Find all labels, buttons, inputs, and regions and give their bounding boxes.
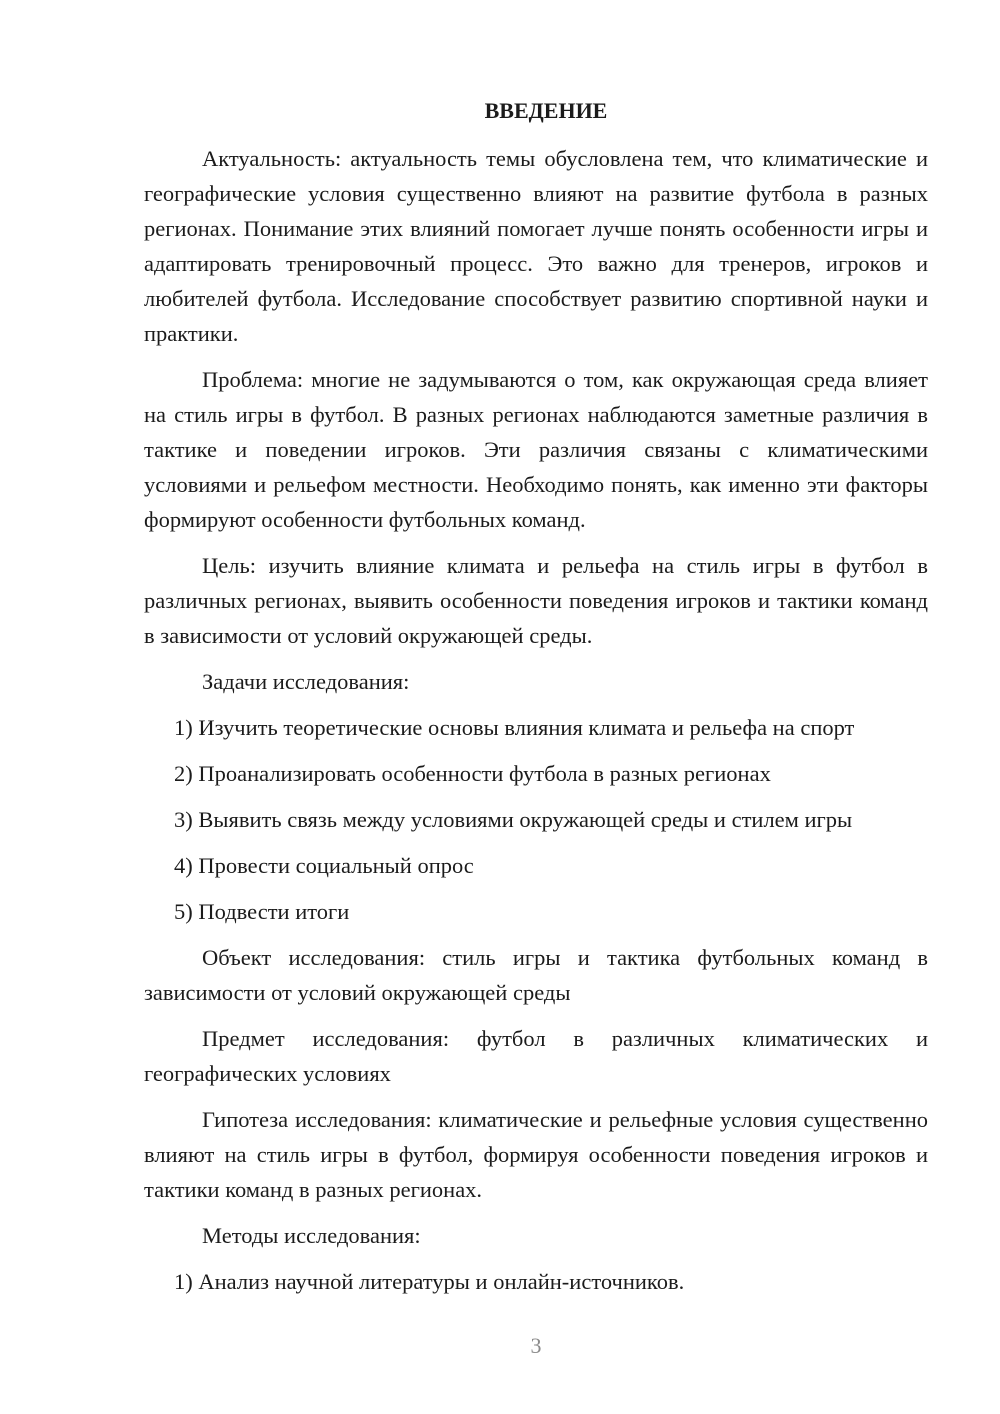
tasks-list (144, 710, 928, 929)
list-item: 4) Провести социальный опрос (174, 853, 474, 878)
section-heading: ВВЕДЕНИЕ (484, 98, 608, 123)
paragraph-problem: Проблема: многие не задумываются о том, как окружающая среда влияет на стиль игры в футбол. В разных регионах наблюдаются заметные различия в тактике и поведении игроков. Эти различия связаны с климатическими условиями и рельефом местности. Необходимо понять, как именно эти факторы формируют особенности футбольных команд. (144, 367, 928, 532)
list-item: 5) Подвести итоги (174, 899, 350, 924)
list-item: 2) Проанализировать особенности футбола в разных регионах (174, 761, 771, 786)
tasks-label: Задачи исследования: (202, 669, 410, 694)
paragraph-object: Объект исследования: стиль игры и тактика футбольных команд в зависимости от условий окружающей среды (144, 945, 928, 1005)
paragraph-hypothesis: Гипотеза исследования: климатические и рельефные условия существенно влияют на стиль игры в футбол, формируя особенности поведения игроков и тактики команд в разных регионах. (144, 1107, 928, 1202)
list-item: 1) Анализ научной литературы и онлайн-источников. (174, 1269, 685, 1294)
page-content (144, 96, 928, 1310)
paragraph-subject: Предмет исследования: футбол в различных климатических и географических условиях (144, 1026, 928, 1086)
paragraph-relevance: Актуальность: актуальность темы обусловлена тем, что климатические и географические условия существенно влияют на развитие футбола в разных регионах. Понимание этих влияний помогает лучше понять особенности игры и адаптировать тренировочный процесс. Это важно для тренеров, игроков и любителей футбола. Исследование способствует развитию спортивной науки и практики. (144, 146, 928, 346)
paragraph-goal: Цель: изучить влияние климата и рельефа на стиль игры в футбол в различных регионах, выявить особенности поведения игроков и тактики команд в зависимости от условий окружающей среды. (144, 553, 928, 648)
list-item: 3) Выявить связь между условиями окружающей среды и стилем игры (174, 807, 853, 832)
list-item: 1) Изучить теоретические основы влияния климата и рельефа на спорт (174, 715, 855, 740)
methods-label: Методы исследования: (202, 1223, 421, 1248)
methods-list (144, 1264, 928, 1299)
page-number: 3 (530, 1333, 542, 1358)
